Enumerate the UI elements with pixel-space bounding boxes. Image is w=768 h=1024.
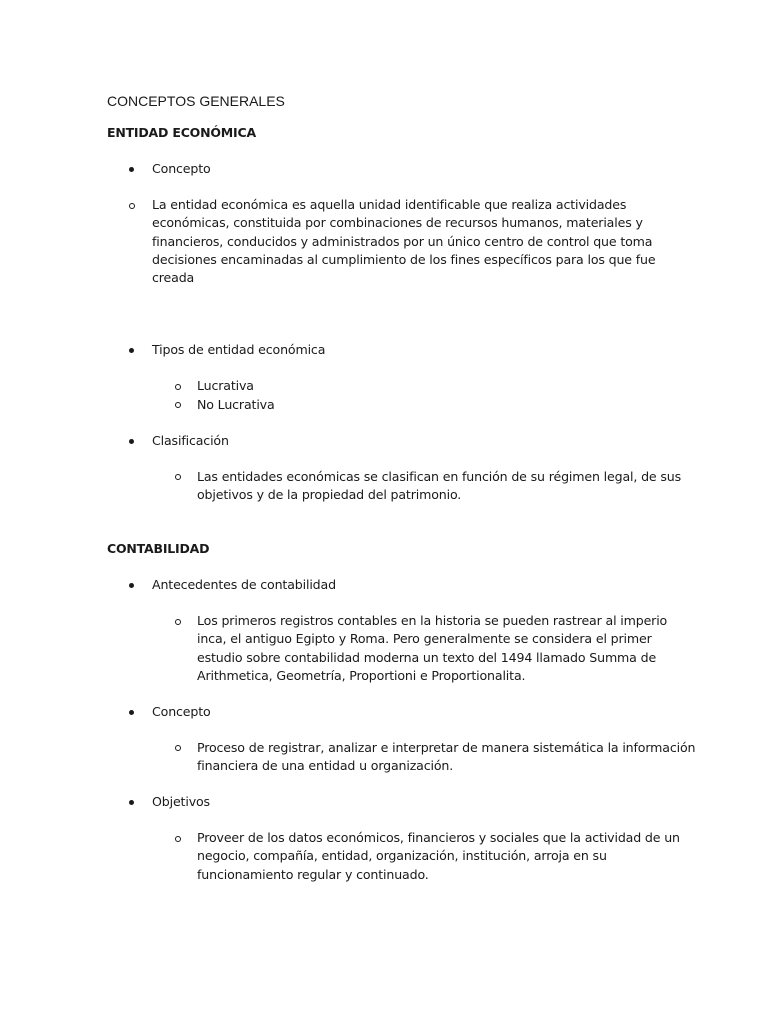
sub-list-item-text: objetivos y de la propiedad del patrimonio. [197, 486, 462, 502]
list-item-label: Concepto [152, 161, 211, 176]
section-heading-contabilidad: CONTABILIDAD [107, 541, 210, 556]
sub-list-item-text: Arithmetica, Geometría, Proportioni e Proportionalita. [197, 667, 526, 683]
sub-list-item-text: Proceso de registrar, analizar e interpretar de manera sistemática la información [197, 739, 696, 755]
bullet-disc-icon [129, 348, 134, 353]
bullet-circle-icon [175, 745, 181, 751]
list-item-label: Tipos de entidad económica [152, 342, 326, 357]
sub-list-item-text: financiera de una entidad u organización. [197, 757, 454, 773]
bullet-circle-icon [175, 619, 181, 625]
bullet-disc-icon [129, 710, 134, 715]
list-item-text: La entidad económica es aquella unidad identificable que realiza actividades [152, 197, 627, 212]
sub-list-item: Lucrativa [197, 378, 254, 393]
sub-list-item-text: estudio sobre contabilidad moderna un texto del 1494 llamado Summa de [197, 649, 657, 665]
list-item-label: Antecedentes de contabilidad [152, 577, 336, 592]
sub-list-item: No Lucrativa [197, 396, 275, 412]
bullet-disc-icon [129, 439, 134, 444]
bullet-circle-icon [175, 384, 181, 390]
list-item-text: decisiones encaminadas al cumplimiento de los fines específicos para los que fue [152, 251, 656, 267]
list-item-text: creada [152, 270, 195, 286]
bullet-circle-icon [129, 203, 135, 209]
bullet-disc-icon [129, 800, 134, 805]
bullet-circle-icon [175, 474, 181, 480]
list-item-label: Concepto [152, 704, 211, 719]
document-title: CONCEPTOS GENERALES [107, 93, 285, 109]
list-item-text: financieros, conducidos y administrados por un único centro de control que toma [152, 233, 653, 249]
bullet-circle-icon [175, 836, 181, 842]
sub-list-item-text: funcionamiento regular y continuado. [197, 866, 429, 882]
sub-list-item-text: negocio, compañía, entidad, organización, institución, arroja en su [197, 848, 607, 864]
sub-list-item-text: Las entidades económicas se clasifican en función de su régimen legal, de sus [197, 468, 682, 484]
sub-list-item-text: inca, el antiguo Egipto y Roma. Pero generalmente se considera el primer [197, 631, 652, 647]
section-heading-entidad: ENTIDAD ECONÓMICA [107, 125, 256, 140]
bullet-circle-icon [175, 402, 181, 408]
bullet-disc-icon [129, 583, 134, 588]
list-item-text: económicas, constituida por combinaciones de recursos humanos, materiales y [152, 215, 643, 231]
list-item-label: Objetivos [152, 794, 210, 809]
list-item-label: Clasificación [152, 433, 229, 448]
sub-list-item-text: Los primeros registros contables en la historia se pueden rastrear al imperio [197, 613, 668, 628]
sub-list-item-text: Proveer de los datos económicos, financieros y sociales que la actividad de un [197, 830, 680, 845]
bullet-disc-icon [129, 167, 134, 172]
